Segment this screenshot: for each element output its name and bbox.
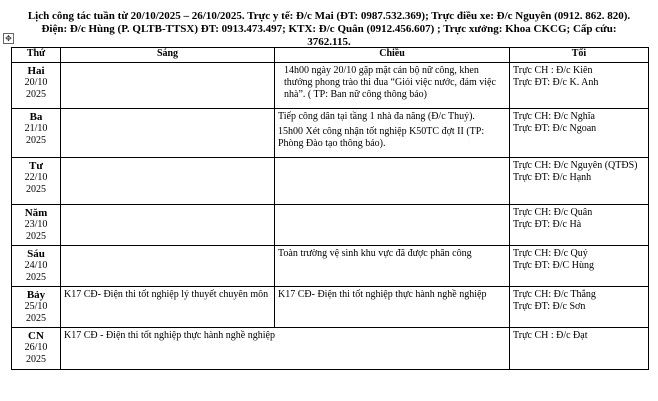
afternoon-entry: Toàn trường vệ sinh khu vực đã được phân công: [278, 248, 472, 259]
evening-entry: Trực CH: Đ/c Quân: [513, 207, 593, 218]
day-cell: [12, 328, 61, 370]
day-name: Ba: [29, 111, 43, 123]
evening-entry: Trực ĐT: Đ/c K. Anh: [513, 77, 599, 88]
evening-entry: Trực CH: Đ/c Nghĩa: [513, 111, 595, 122]
afternoon-cell[interactable]: [275, 158, 510, 205]
day-year: 2025: [26, 313, 46, 324]
day-name: Năm: [24, 207, 48, 219]
day-year: 2025: [26, 89, 46, 100]
table-row: [12, 328, 649, 370]
header-line-3: 3762.115.: [307, 36, 351, 48]
evening-entry: Trực CH: Đ/c Thắng: [513, 289, 596, 300]
evening-entry: Trực ĐT: Đ/C Hùng: [513, 260, 594, 271]
day-cell: [12, 287, 61, 328]
day-name: Sáu: [27, 248, 45, 260]
evening-cell[interactable]: [510, 109, 649, 158]
column-header-evening: Tối: [510, 48, 649, 63]
evening-cell[interactable]: [510, 63, 649, 109]
day-name: Bảy: [26, 289, 46, 301]
day-year: 2025: [26, 272, 46, 283]
day-date: 24/10: [24, 260, 48, 271]
afternoon-entry: 15h00 Xét công nhận tốt nghiệp K50TC đợt II (TP: Phòng Đào tạo thông báo).: [278, 126, 485, 149]
day-year: 2025: [26, 184, 46, 195]
afternoon-cell[interactable]: [275, 287, 510, 328]
column-header-afternoon: Chiều: [275, 48, 510, 63]
evening-cell[interactable]: [510, 158, 649, 205]
day-year: 2025: [26, 354, 46, 365]
evening-entry: Trực ĐT: Đ/c Ngoan: [513, 123, 597, 134]
day-date: 22/10: [24, 172, 48, 183]
merged-day-cell[interactable]: [61, 328, 510, 370]
evening-entry: Trực CH: Đ/c Quý: [513, 248, 588, 259]
evening-entry: Trực ĐT: Đ/c Hà: [513, 219, 582, 230]
day-date: 20/10: [24, 77, 48, 88]
day-name: Tư: [29, 160, 43, 172]
evening-entry: Trực CH : Đ/c Kiên: [513, 65, 593, 76]
day-date: 21/10: [24, 123, 48, 134]
evening-cell[interactable]: [510, 246, 649, 287]
header-line-2: Điện: Đ/c Hùng (P. QLTB-TTSX) ĐT: 0913.473.497; KTX: Đ/c Quân (0912.456.607) ; Trực xưởng: Khoa CKCG; Cấp cứu:: [41, 23, 617, 35]
morning-cell[interactable]: [61, 246, 275, 287]
weekly-schedule-table: [11, 47, 649, 370]
morning-entry: K17 CĐ- Điện thi tốt nghiệp lý thuyết chuyên môn: [64, 289, 269, 300]
merged-entry: K17 CĐ - Điện thi tốt nghiệp thực hành nghề nghiệp: [64, 330, 275, 341]
day-date: 26/10: [24, 342, 48, 353]
evening-entry: Trực CH : Đ/c Đạt: [513, 330, 588, 341]
evening-entry: Trực CH: Đ/c Nguyên (QTĐS): [513, 160, 638, 171]
evening-entry: Trực ĐT: Đ/c Sơn: [513, 301, 586, 312]
evening-cell[interactable]: [510, 328, 649, 370]
day-name: CN: [28, 330, 44, 342]
day-year: 2025: [26, 135, 46, 146]
table-header-row: [12, 48, 649, 63]
evening-cell[interactable]: [510, 205, 649, 246]
evening-entry: Trực ĐT: Đ/c Hạnh: [513, 172, 592, 183]
afternoon-cell[interactable]: [275, 246, 510, 287]
morning-cell[interactable]: [61, 109, 275, 158]
table-row: [12, 246, 649, 287]
table-row: [12, 287, 649, 328]
table-move-handle-icon[interactable]: ✥: [3, 33, 14, 44]
afternoon-entry: K17 CĐ- Điện thi tốt nghiệp thực hành nghề nghiệp: [278, 289, 487, 300]
table-row: [12, 109, 649, 158]
day-cell: [12, 246, 61, 287]
day-name: Hai: [27, 65, 45, 77]
day-cell: [12, 205, 61, 246]
afternoon-cell[interactable]: [275, 109, 510, 158]
table-row: [12, 158, 649, 205]
column-header-morning: Sáng: [61, 48, 275, 63]
day-date: 23/10: [24, 219, 48, 230]
table-row: [12, 63, 649, 109]
evening-cell[interactable]: [510, 287, 649, 328]
header-line-1: Lịch công tác tuần từ 20/10/2025 – 26/10/2025. Trực y tế: Đ/c Mai (ĐT: 0987.532.369); Trực điều xe: Đ/c Nguyên (0912. 862. 820).: [27, 10, 631, 22]
table-row: [12, 205, 649, 246]
afternoon-cell[interactable]: [275, 205, 510, 246]
morning-cell[interactable]: [61, 287, 275, 328]
day-date: 25/10: [24, 301, 48, 312]
afternoon-cell[interactable]: [275, 63, 510, 109]
afternoon-entry: 14h00 ngày 20/10 gặp mặt cán bộ nữ công, khen thưởng phong trào thi đua “Giỏi việc nước, đảm việc nhà”. ( TP: Ban nữ công thông báo): [284, 65, 496, 100]
day-cell: [12, 158, 61, 205]
schedule-header: [0, 10, 658, 49]
column-header-day: Thứ: [12, 48, 61, 63]
day-cell: [12, 63, 61, 109]
morning-cell[interactable]: [61, 158, 275, 205]
morning-cell[interactable]: [61, 205, 275, 246]
afternoon-entry: Tiếp công dân tại tầng 1 nhà đa năng (Đ/c Thuỷ).: [278, 111, 475, 122]
morning-cell[interactable]: [61, 63, 275, 109]
day-year: 2025: [26, 231, 46, 242]
day-cell: [12, 109, 61, 158]
